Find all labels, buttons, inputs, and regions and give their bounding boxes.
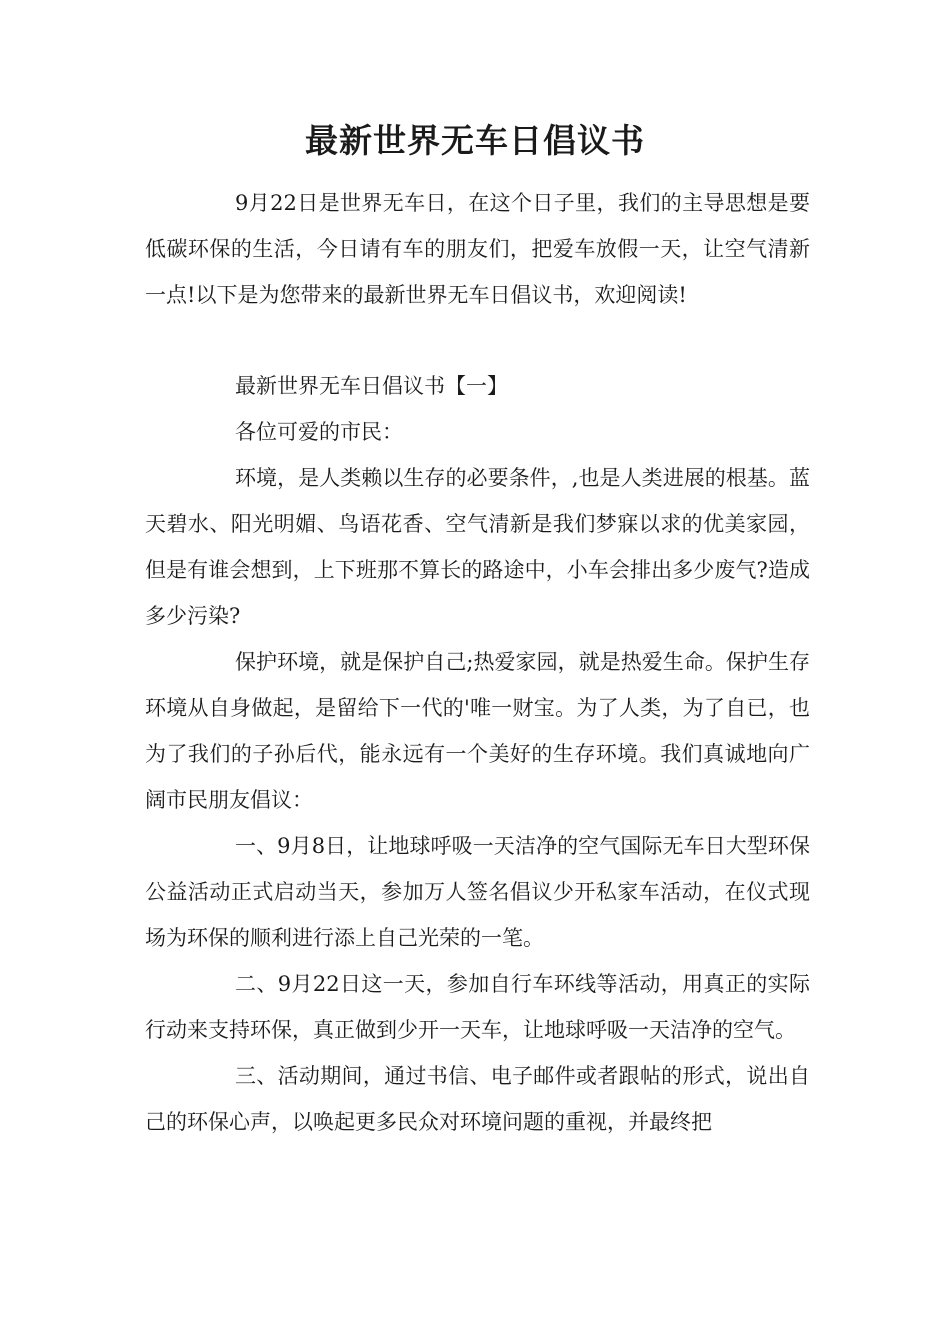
intro-paragraph: 9月22日是世界无车日，在这个日子里，我们的主导思想是要低碳环保的生活，今日请有车的朋友们，把爱车放假一天，让空气清新一点!以下是为您带来的最新世界无车日倡议书，欢迎阅读! [145, 191, 810, 307]
intro-block [145, 180, 810, 318]
proposal-item: 一、9月8日，让地球呼吸一天洁净的空气国际无车日大型环保公益活动正式启动当天，参加万人签名倡议少开私家车活动，在仪式现场为环保的顺利进行添上自己光荣的一笔。 [145, 834, 810, 950]
document-title: 最新世界无车日倡议书 [305, 121, 645, 160]
proposal-item: 二、9月22日这一天，参加自行车环线等活动，用真正的实际行动来支持环保，真正做到少开一天车，让地球呼吸一天洁净的空气。 [145, 972, 810, 1042]
salutation: 各位可爱的市民： [235, 420, 403, 444]
section-heading: 最新世界无车日倡议书【一】 [235, 374, 508, 398]
body-paragraph: 环境，是人类赖以生存的必要条件，,也是人类进展的根基。蓝天碧水、阳光明媚、鸟语花香、空气清新是我们梦寐以求的优美家园，但是有谁会想到，上下班那不算长的路途中，小车会排出多少废气?造成多少污染? [145, 466, 810, 628]
body-paragraph: 保护环境，就是保护自己;热爱家园，就是热爱生命。保护生存环境从自身做起，是留给下一代的'唯一财宝。为了人类，为了自已，也为了我们的子孙后代，能永远有一个美好的生存环境。我们真诚地向广阔市民朋友倡议： [145, 650, 810, 812]
article-body [145, 363, 810, 1145]
proposal-item: 三、活动期间，通过书信、电子邮件或者跟帖的形式，说出自己的环保心声，以唤起更多民众对环境问题的重视，并最终把 [145, 1064, 810, 1134]
